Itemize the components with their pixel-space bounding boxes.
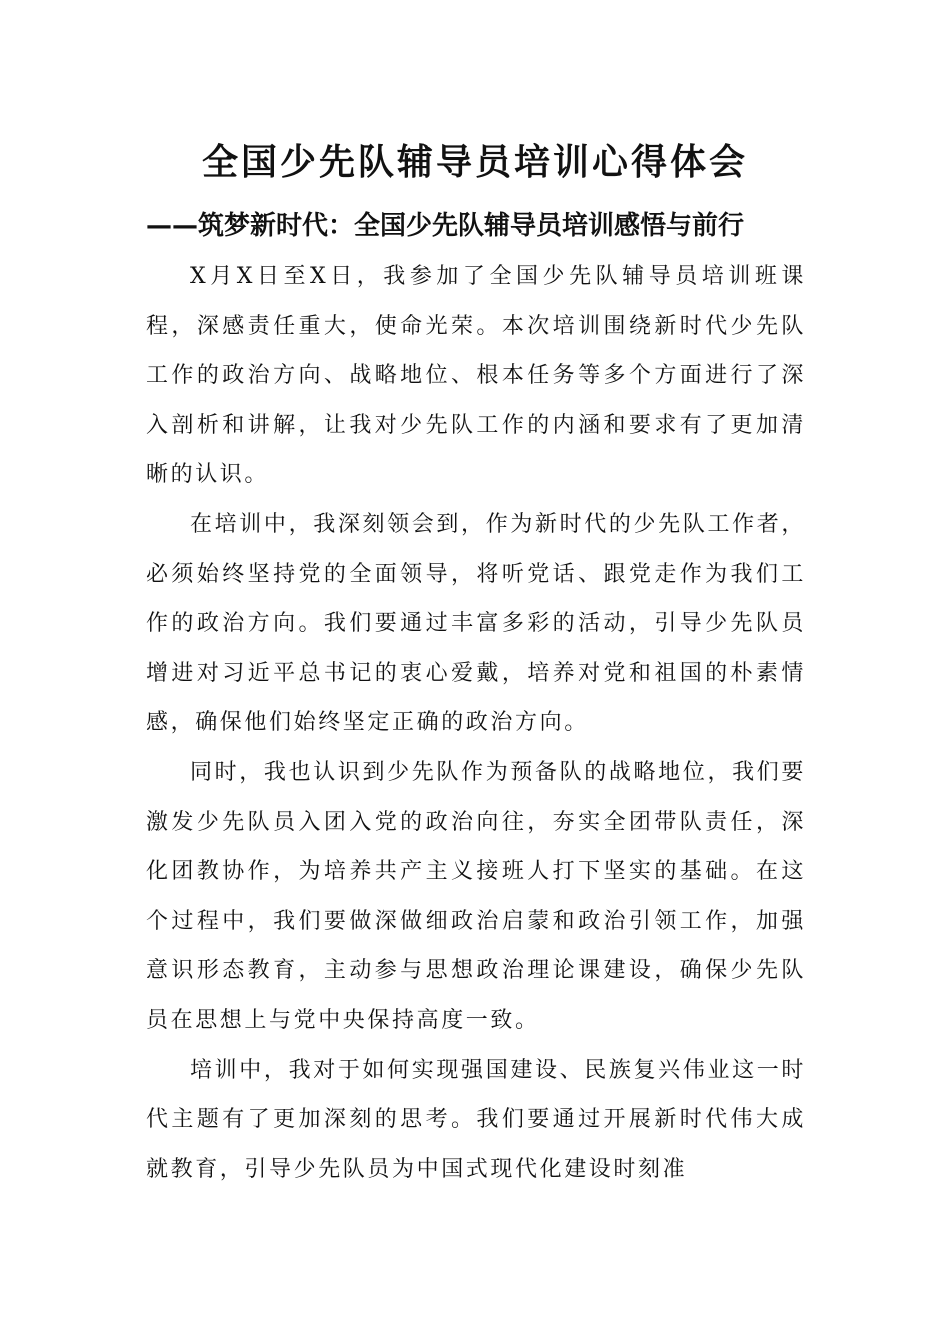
document-title: 全国少先队辅导员培训心得体会 [201, 141, 748, 183]
paragraph-4: 培训中，我对于如何实现强国建设、民族复兴伟业这一时代主题有了更加深刻的思考。我们要通过开展新时代伟大成就教育，引导少先队员为中国式现代化建设时刻准 [146, 1057, 806, 1182]
paragraph-1: X月X日至X日，我参加了全国少先队辅导员培训班课程，深感责任重大，使命光荣。本次培训围绕新时代少先队工作的政治方向、战略地位、根本任务等多个方面进行了深入剖析和讲解，让我对少先队工作的内涵和要求有了更加清晰的认识。 [146, 264, 806, 488]
paragraph-2: 在培训中，我深刻领会到，作为新时代的少先队工作者，必须始终坚持党的全面领导，将听党话、跟党走作为我们工作的政治方向。我们要通过丰富多彩的活动，引导少先队员增进对习近平总书记的衷心爱戴，培养对党和祖国的朴素情感，确保他们始终坚定正确的政治方向。 [146, 511, 806, 736]
document-body [146, 252, 806, 1194]
paragraph-3: 同时，我也认识到少先队作为预备队的战略地位，我们要激发少先队员入团入党的政治向往，夯实全团带队责任，深化团教协作，为培养共产主义接班人打下坚实的基础。在这个过程中，我们要做深做细政治启蒙和政治引领工作，加强意识形态教育，主动参与思想政治理论课建设，确保少先队员在思想上与党中央保持高度一致。 [146, 759, 806, 1033]
document-subtitle: ——筑梦新时代：全国少先队辅导员培训感悟与前行 [146, 211, 745, 241]
